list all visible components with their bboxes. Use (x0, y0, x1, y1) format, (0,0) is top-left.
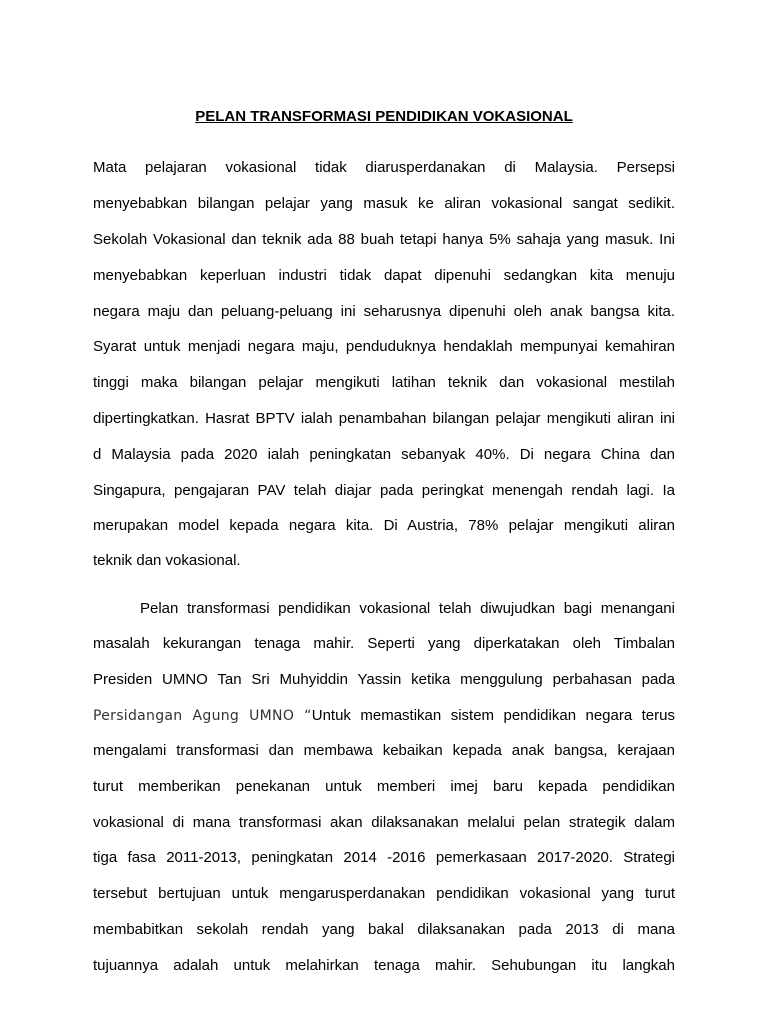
paragraph-2-line: membabitkan sekolah rendah yang bakal dilaksanakan pada 2013 di mana (93, 921, 675, 938)
paragraph-2-line (93, 706, 675, 726)
paragraph-1-line: teknik dan vokasional. (93, 552, 241, 569)
paragraph-1-line: merupakan model kepada negara kita. Di Austria, 78% pelajar mengikuti aliran (93, 517, 675, 534)
paragraph-1-line: d Malaysia pada 2020 ialah peningkatan sebanyak 40%. Di negara China dan (93, 446, 675, 463)
paragraph-1-line: Sekolah Vokasional dan teknik ada 88 buah tetapi hanya 5% sahaja yang masuk. Ini (93, 231, 675, 248)
paragraph-1-line: Syarat untuk menjadi negara maju, penduduknya hendaklah mempunyai kemahiran (93, 338, 675, 355)
paragraph-1-line: negara maju dan peluang-peluang ini seharusnya dipenuhi oleh anak bangsa kita. (93, 303, 675, 320)
paragraph-1-line: dipertingkatkan. Hasrat BPTV ialah penambahan bilangan pelajar mengikuti aliran ini (93, 410, 675, 427)
paragraph-1-line: tinggi maka bilangan pelajar mengikuti latihan teknik dan vokasional mestilah (93, 374, 675, 391)
conference-name: Persidangan Agung UMNO “ (93, 708, 312, 724)
paragraph-2-line: vokasional di mana transformasi akan dilaksanakan melalui pelan strategik dalam (93, 814, 675, 831)
document-title: PELAN TRANSFORMASI PENDIDIKAN VOKASIONAL (195, 108, 573, 125)
paragraph-2-line: mengalami transformasi dan membawa kebaikan kepada anak bangsa, kerajaan (93, 742, 675, 759)
quote-start: Untuk memastikan sistem pendidikan negara terus (311, 707, 675, 724)
paragraph-2-line: tujuannya adalah untuk melahirkan tenaga mahir. Sehubungan itu langkah (93, 957, 675, 974)
paragraph-2-line: Presiden UMNO Tan Sri Muhyiddin Yassin ketika menggulung perbahasan pada (93, 671, 675, 688)
paragraph-1-line: menyebabkan bilangan pelajar yang masuk ke aliran vokasional sangat sedikit. (93, 195, 675, 212)
paragraph-2-line: tersebut bertujuan untuk mengarusperdanakan pendidikan vokasional yang turut (93, 885, 675, 902)
paragraph-2-line: masalah kekurangan tenaga mahir. Seperti yang diperkatakan oleh Timbalan (93, 635, 675, 652)
paragraph-2-line: Pelan transformasi pendidikan vokasional telah diwujudkan bagi menangani (140, 600, 675, 617)
paragraph-2-line: turut memberikan penekanan untuk memberi imej baru kepada pendidikan (93, 778, 675, 795)
paragraph-1-line: Singapura, pengajaran PAV telah diajar pada peringkat menengah rendah lagi. Ia (93, 482, 675, 499)
paragraph-2-line: tiga fasa 2011-2013, peningkatan 2014 -2016 pemerkasaan 2017-2020. Strategi (93, 849, 675, 866)
paragraph-1-line: Mata pelajaran vokasional tidak diarusperdanakan di Malaysia. Persepsi (93, 159, 675, 176)
paragraph-1-line: menyebabkan keperluan industri tidak dapat dipenuhi sedangkan kita menuju (93, 267, 675, 284)
